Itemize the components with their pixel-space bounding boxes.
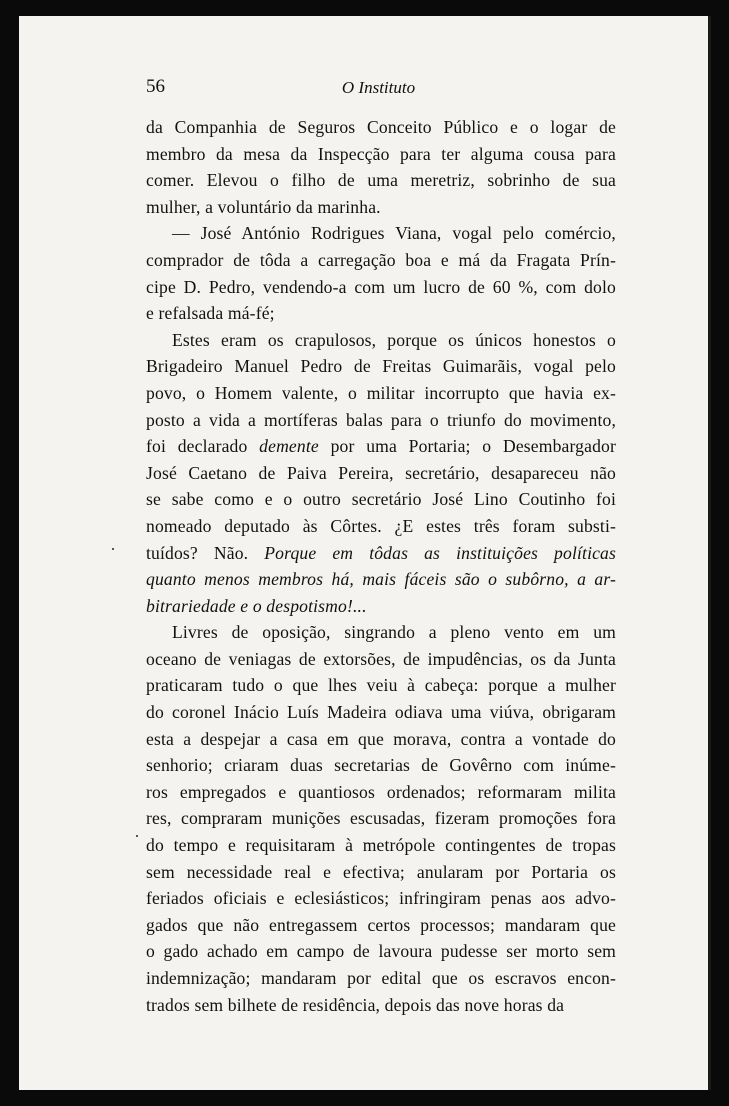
text-line xyxy=(146,965,616,992)
text-line xyxy=(146,353,616,380)
text-line xyxy=(146,194,616,221)
ink-speck xyxy=(136,835,138,837)
text-line xyxy=(146,646,616,673)
text-line xyxy=(146,699,616,726)
text-run: se sabe como e o outro secretário José Lino Coutinho foi xyxy=(146,489,616,510)
paragraph xyxy=(146,220,616,326)
text-line xyxy=(146,220,616,247)
text-run: comprador de tôda a carregação boa e má da Fragata Prín- xyxy=(146,249,616,270)
text-run: e refalsada má-fé; xyxy=(146,303,275,324)
text-line xyxy=(146,486,616,513)
text-run: da Companhia de Seguros Conceito Público e o logar de xyxy=(146,117,616,137)
text-run: senhorio; criaram duas secretarias de Govêrno com inúme- xyxy=(146,755,616,776)
paragraph xyxy=(146,114,616,220)
running-title: O Instituto xyxy=(341,78,416,97)
text-line xyxy=(146,566,616,593)
text-run: do coronel Inácio Luís Madeira odiava uma viúva, obrigaram xyxy=(146,702,616,723)
text-run: esta a despejar a casa em que morava, contra a vontade do xyxy=(146,728,616,749)
text-run: — José António Rodrigues Viana, vogal pelo comércio, xyxy=(172,223,616,244)
text-run: José Caetano de Paiva Pereira, secretário, desapareceu não xyxy=(146,462,616,483)
paragraph xyxy=(146,327,616,620)
text-line xyxy=(146,300,616,327)
text-run: membro da mesa da Inspecção para ter alguma cousa para xyxy=(146,143,616,164)
body-text xyxy=(146,114,616,1018)
text-line xyxy=(146,992,616,1019)
text-line xyxy=(146,513,616,540)
text-line xyxy=(146,540,616,567)
text-run: res, compraram munições escusadas, fizeram promoções fora xyxy=(146,808,616,829)
text-line xyxy=(146,619,616,646)
text-run: do tempo e requisitaram à metrópole contingentes de tropas xyxy=(146,835,616,856)
text-line xyxy=(146,938,616,965)
text-run: cipe D. Pedro, vendendo-a com um lucro de 60 %, com dolo xyxy=(146,276,616,297)
text-line xyxy=(146,593,616,620)
text-line xyxy=(146,327,616,354)
text-line xyxy=(146,114,616,141)
text-run: povo, o Homem valente, o militar incorrupto que havia ex- xyxy=(146,382,616,403)
italic-text: quanto menos membros há, mais fáceis são o subôrno, a ar- xyxy=(146,569,616,590)
text-line xyxy=(146,141,616,168)
text-line xyxy=(146,460,616,487)
text-run: tuídos? Não. xyxy=(146,542,265,563)
text-run: por uma Portaria; o Desembargador xyxy=(318,436,616,457)
text-run: foi declarado xyxy=(146,436,260,457)
text-line xyxy=(146,885,616,912)
text-line xyxy=(146,726,616,753)
page-number: 56 xyxy=(146,76,165,97)
text-line xyxy=(146,380,616,407)
text-run: sem necessidade real e efectiva; anularam por Portaria os xyxy=(146,861,616,882)
text-run: praticaram tudo o que lhes veiu à cabeça: porque a mulher xyxy=(146,675,616,696)
page-header xyxy=(19,78,708,102)
text-line xyxy=(146,859,616,886)
italic-text: bitrariedade e o despotismo!... xyxy=(146,595,367,616)
text-line xyxy=(146,912,616,939)
text-line xyxy=(146,433,616,460)
text-run: Brigadeiro Manuel Pedro de Freitas Guimarãis, vogal pelo xyxy=(146,356,616,377)
text-run: feriados oficiais e eclesiásticos; infringiram penas aos advo- xyxy=(146,888,616,909)
italic-text: demente xyxy=(259,436,319,457)
text-run: Livres de oposição, singrando a pleno vento em um xyxy=(172,622,616,643)
italic-text: Porque em tôdas as instituições políticas xyxy=(264,542,617,563)
text-line xyxy=(146,274,616,301)
text-run: nomeado deputado às Côrtes. ¿E estes três foram substi- xyxy=(146,515,616,536)
text-line xyxy=(146,247,616,274)
text-line xyxy=(146,167,616,194)
book-page xyxy=(19,16,711,1090)
text-line xyxy=(146,805,616,832)
text-line xyxy=(146,752,616,779)
text-run: oceano de veniagas de extorsões, de impudências, os da Junta xyxy=(146,648,616,669)
text-run: comer. Elevou o filho de uma meretriz, sobrinho de sua xyxy=(146,170,616,191)
text-run: indemnização; mandaram por edital que os escravos encon- xyxy=(146,968,616,988)
paragraph xyxy=(146,619,616,1018)
text-run: trados sem bilhete de residência, depois das nove horas da xyxy=(146,994,565,1015)
text-run: mulher, a voluntário da marinha. xyxy=(146,196,381,217)
ink-speck xyxy=(112,548,114,550)
text-line xyxy=(146,672,616,699)
text-line xyxy=(146,407,616,434)
text-run: o gado achado em campo de lavoura pudesse ser morto sem xyxy=(146,941,616,962)
text-line xyxy=(146,779,616,806)
text-run: ros empregados e quantiosos ordenados; reformaram milita xyxy=(146,781,616,802)
text-run: Estes eram os crapulosos, porque os únicos honestos o xyxy=(172,329,616,350)
text-line xyxy=(146,832,616,859)
text-run: gados que não entregassem certos processos; mandaram que xyxy=(146,914,616,935)
text-run: posto a vida a mortíferas balas para o triunfo do movimento, xyxy=(146,409,616,430)
